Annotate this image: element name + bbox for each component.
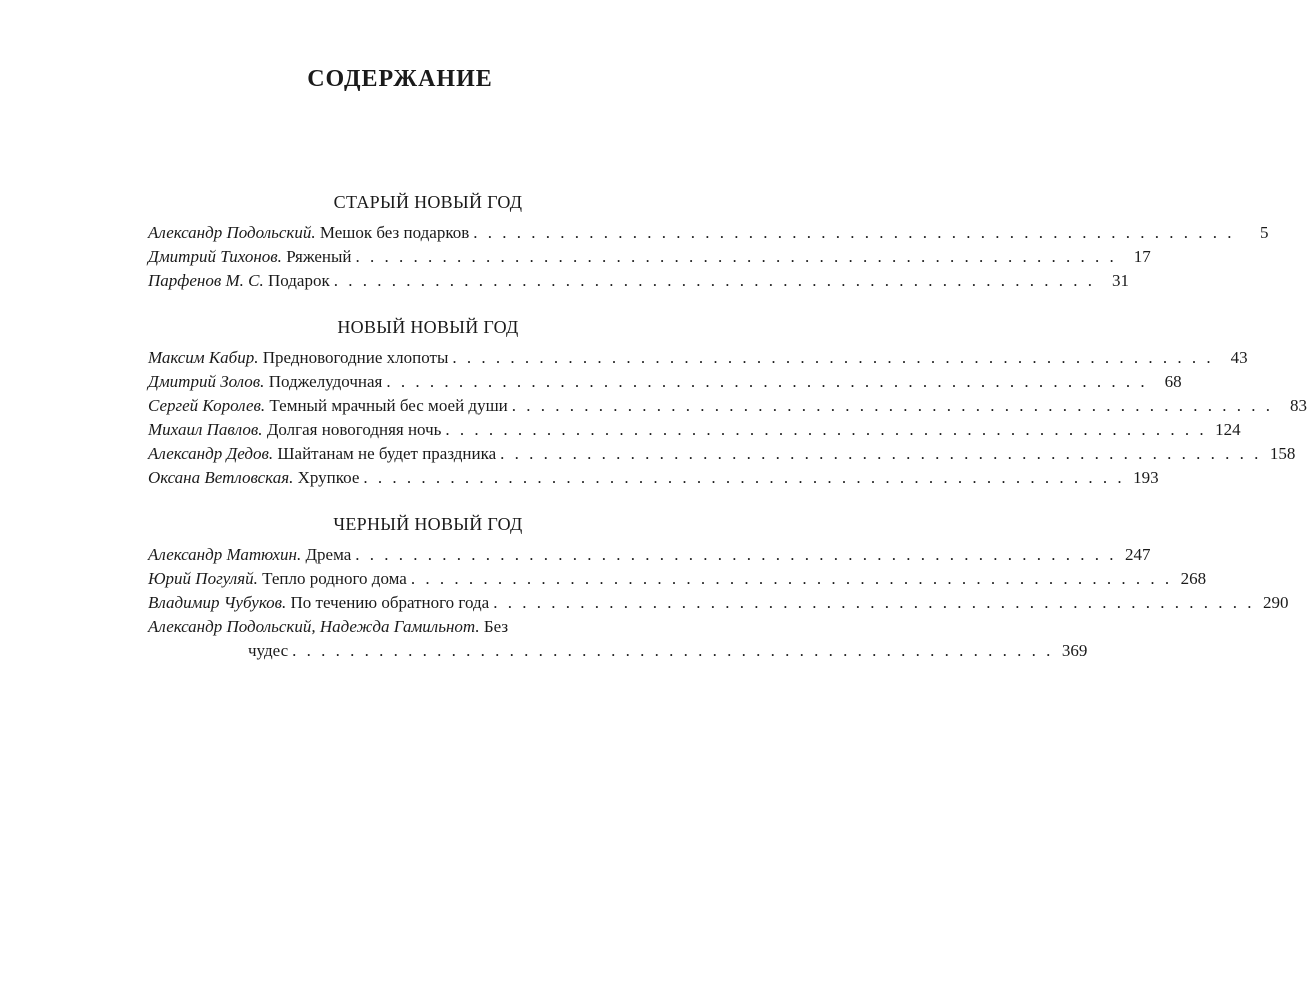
- entry-author: Дмитрий Тихонов.: [148, 247, 282, 266]
- entry-page: 158: [1269, 444, 1296, 463]
- toc-entry: [148, 269, 1129, 293]
- entry-page: 31: [1111, 271, 1129, 290]
- entry-work: Хрупкое: [293, 468, 360, 487]
- entry-author: Сергей Королев.: [148, 396, 266, 415]
- toc-entry: [148, 442, 1296, 466]
- entry-page: 247: [1125, 545, 1151, 564]
- toc-entry: [148, 466, 1159, 490]
- entry-author: Дмитрий Золов.: [148, 372, 265, 391]
- toc-entry: [148, 567, 1207, 591]
- dot-leader: . . . . . . . . . . . . . . . . . . . . . . . . . . . . . . . . . . . . . . . . . . . . . . . . . . . . .: [355, 545, 1117, 564]
- entry-author: Михаил Павлов.: [148, 420, 263, 439]
- entry-page: 83: [1290, 396, 1307, 415]
- toc-entry: [148, 615, 1088, 663]
- entry-work: Дрема: [301, 545, 352, 564]
- entry-work: Шайтанам не будет праздника: [273, 444, 497, 463]
- entry-page: 43: [1230, 348, 1248, 367]
- toc-entry: [148, 543, 1151, 567]
- entry-page: 5: [1260, 223, 1269, 242]
- dot-leader: . . . . . . . . . . . . . . . . . . . . . . . . . . . . . . . . . . . . . . . . . . . . . . . . . . . . .: [355, 247, 1117, 266]
- entry-author: Оксана Ветловская.: [148, 468, 294, 487]
- entry-page: 124: [1215, 420, 1241, 439]
- toc-entry: [148, 245, 1151, 269]
- toc-section: [148, 190, 1269, 293]
- page-title: СОДЕРЖАНИЕ: [307, 66, 493, 92]
- entry-page: 268: [1180, 569, 1207, 588]
- toc-section: [148, 512, 1289, 663]
- dot-leader: . . . . . . . . . . . . . . . . . . . . . . . . . . . . . . . . . . . . . . . . . . . . . . . . . . . . .: [410, 569, 1173, 588]
- entry-page: 369: [1061, 641, 1088, 660]
- dot-leader: . . . . . . . . . . . . . . . . . . . . . . . . . . . . . . . . . . . . . . . . . . . . . . . . . . . . .: [363, 468, 1125, 487]
- section-title: ЧЕРНЫЙ НОВЫЙ ГОД: [333, 514, 523, 534]
- entry-work: Темный мрачный бес моей души: [265, 396, 508, 415]
- toc-section: [148, 315, 1307, 490]
- entry-work: Ряженый: [281, 247, 352, 266]
- entry-work: Подарок: [263, 271, 330, 290]
- dot-leader: . . . . . . . . . . . . . . . . . . . . . . . . . . . . . . . . . . . . . . . . . . . . . . . . . . . . .: [445, 420, 1207, 439]
- entry-author: Александр Подольский, Надежда Гамильнот.: [148, 617, 480, 636]
- entry-page: 68: [1164, 372, 1182, 391]
- entry-author: Александр Дедов.: [148, 444, 274, 463]
- entry-author: Александр Матюхин.: [148, 545, 302, 564]
- entry-work: По течению обратного года: [286, 593, 490, 612]
- table-of-contents: [148, 190, 1307, 685]
- toc-entry: [148, 370, 1182, 394]
- dot-leader: . . . . . . . . . . . . . . . . . . . . . . . . . . . . . . . . . . . . . . . . . . . . . . . . . . . . .: [500, 444, 1262, 463]
- dot-leader: . . . . . . . . . . . . . . . . . . . . . . . . . . . . . . . . . . . . . . . . . . . . . . . . . . . . .: [511, 396, 1274, 415]
- entry-page: 193: [1133, 468, 1159, 487]
- dot-leader: . . . . . . . . . . . . . . . . . . . . . . . . . . . . . . . . . . . . . . . . . . . . . . . . . . . . .: [386, 372, 1148, 391]
- entry-work: Предновогодние хлопоты: [258, 348, 449, 367]
- entry-author: Юрий Погуляй.: [148, 569, 258, 588]
- toc-entry: [148, 221, 1269, 245]
- section-title: НОВЫЙ НОВЫЙ ГОД: [337, 317, 519, 337]
- dot-leader: . . . . . . . . . . . . . . . . . . . . . . . . . . . . . . . . . . . . . . . . . . . . . . . . . . . . .: [452, 348, 1214, 367]
- entry-work: Долгая новогодняя ночь: [262, 420, 442, 439]
- toc-entry: [148, 418, 1241, 442]
- toc-entry: [148, 394, 1307, 418]
- toc-entry: [148, 591, 1289, 615]
- entry-work: Поджелудочная: [264, 372, 383, 391]
- entry-work: Мешок без подарков: [315, 223, 470, 242]
- dot-leader: . . . . . . . . . . . . . . . . . . . . . . . . . . . . . . . . . . . . . . . . . . . . . . . . . . . . .: [473, 223, 1235, 242]
- dot-leader: . . . . . . . . . . . . . . . . . . . . . . . . . . . . . . . . . . . . . . . . . . . . . . . . . . . . .: [292, 641, 1054, 660]
- entry-work: Без: [479, 617, 509, 636]
- entry-author: Александр Подольский.: [148, 223, 316, 242]
- entry-author: Владимир Чубуков.: [148, 593, 287, 612]
- toc-entry: [148, 346, 1248, 370]
- entry-page: 17: [1133, 247, 1151, 266]
- entry-author: Максим Кабир.: [148, 348, 259, 367]
- dot-leader: . . . . . . . . . . . . . . . . . . . . . . . . . . . . . . . . . . . . . . . . . . . . . . . . . . . . .: [493, 593, 1255, 612]
- dot-leader: . . . . . . . . . . . . . . . . . . . . . . . . . . . . . . . . . . . . . . . . . . . . . . . . . . . . .: [333, 271, 1095, 290]
- entry-author: Парфенов М. С.: [148, 271, 264, 290]
- section-title: СТАРЫЙ НОВЫЙ ГОД: [333, 192, 523, 212]
- entry-page: 290: [1262, 593, 1289, 612]
- entry-work: Тепло родного дома: [257, 569, 407, 588]
- entry-work-continued: чудес: [248, 641, 289, 660]
